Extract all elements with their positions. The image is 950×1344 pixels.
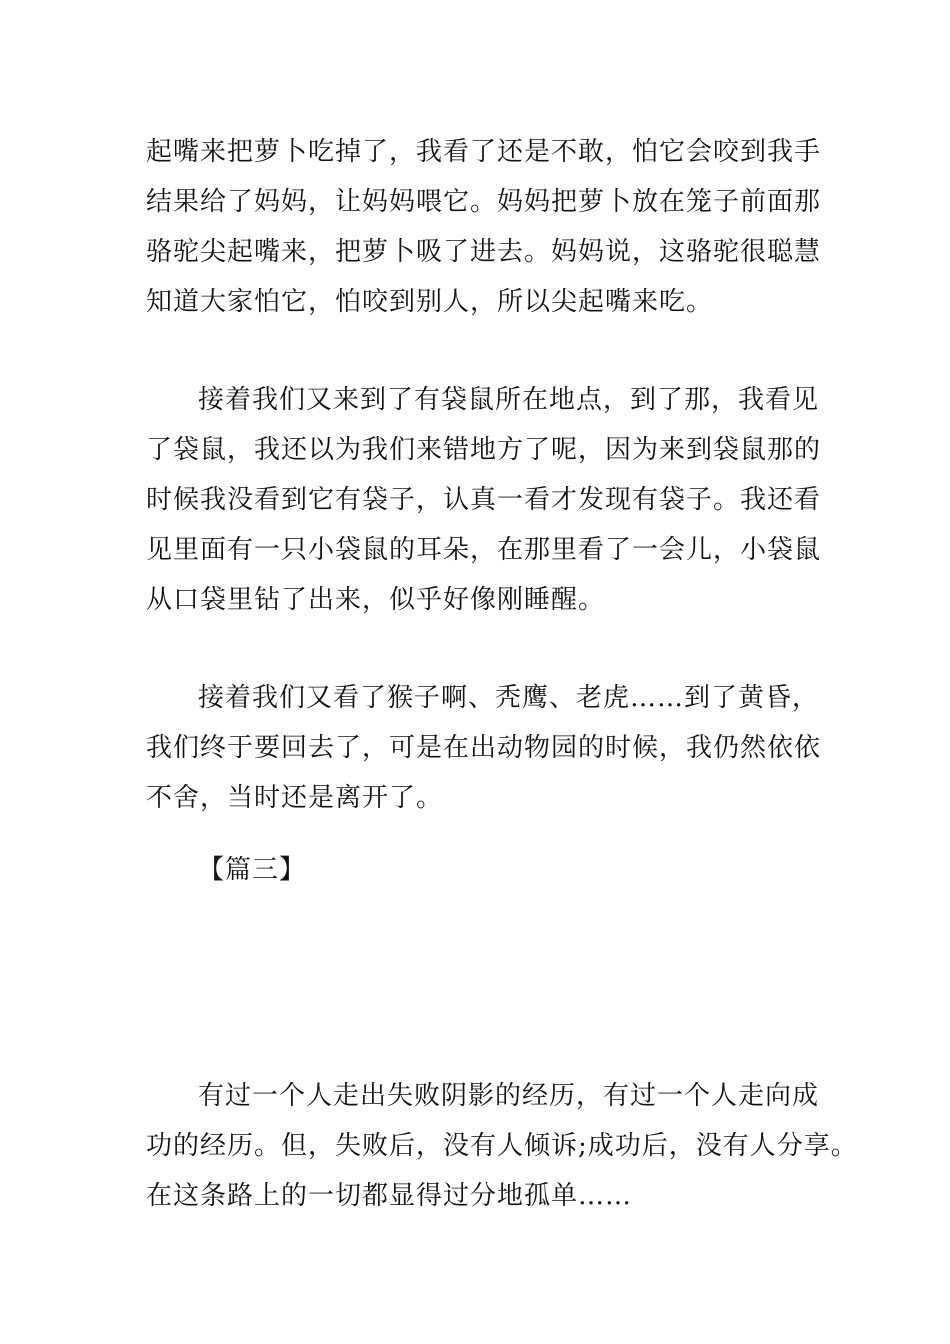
paragraph-4-line-3: 在这条路上的一切都显得过分地孤单…… xyxy=(146,1181,633,1211)
paragraph-3-line-1: 接着我们又看了猴子啊、秃鹰、老虎……到了黄昏， xyxy=(198,683,820,713)
paragraph-2-line-2: 了袋鼠，我还以为我们来错地方了呢，因为来到袋鼠那的 xyxy=(146,435,822,465)
paragraph-2-line-5: 从口袋里钻了出来，似乎好像刚睡醒。 xyxy=(146,585,606,615)
section-heading: 【篇三】 xyxy=(198,855,307,885)
paragraph-3-line-2: 我们终于要回去了，可是在出动物园的时候，我仍然依依 xyxy=(146,733,822,763)
paragraph-4-line-1: 有过一个人走出失败阴影的经历，有过一个人走向成 xyxy=(198,1081,820,1111)
paragraph-2-line-1: 接着我们又来到了有袋鼠所在地点，到了那，我看见 xyxy=(198,385,820,415)
paragraph-1-line-2: 结果给了妈妈，让妈妈喂它。妈妈把萝卜放在笼子前面那 xyxy=(146,187,822,217)
paragraph-4-line-2: 功的经历。但，失败后，没有人倾诉;成功后，没有人分享。 xyxy=(146,1131,858,1161)
paragraph-1-line-3: 骆驼尖起嘴来，把萝卜吸了进去。妈妈说，这骆驼很聪慧 xyxy=(146,237,822,267)
paragraph-2-line-3: 时候我没看到它有袋子，认真一看才发现有袋子。我还看 xyxy=(146,485,822,515)
paragraph-3-line-3: 不舍，当时还是离开了。 xyxy=(146,783,444,813)
paragraph-1-line-1: 起嘴来把萝卜吃掉了，我看了还是不敢，怕它会咬到我手 xyxy=(146,137,822,167)
paragraph-2-line-4: 见里面有一只小袋鼠的耳朵，在那里看了一会儿，小袋鼠 xyxy=(146,535,822,565)
paragraph-1-line-4: 知道大家怕它，怕咬到别人，所以尖起嘴来吃。 xyxy=(146,287,714,317)
